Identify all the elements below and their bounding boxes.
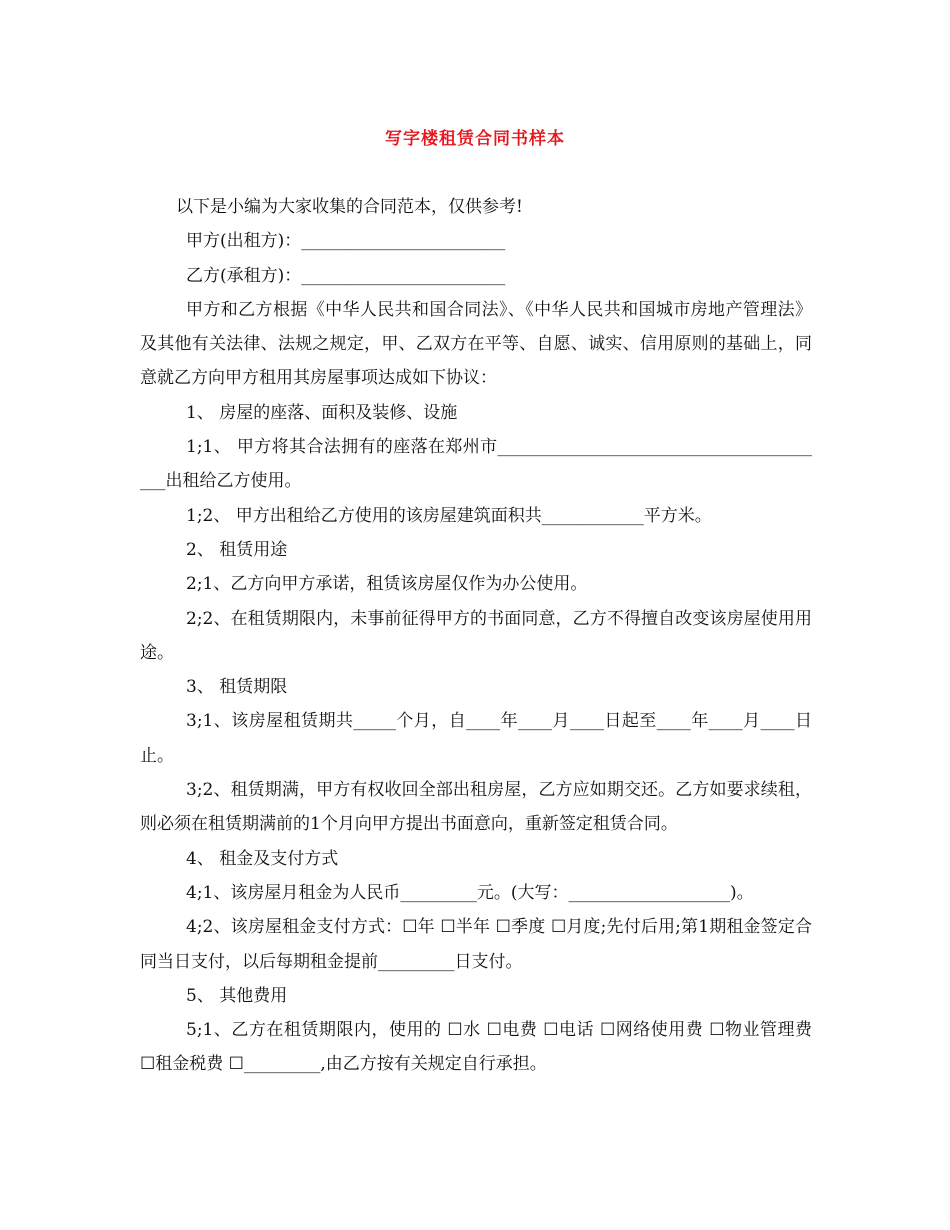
party-b-line: 乙方(承租方)：________________________ [186,265,506,286]
clause-1-1: 1;1、 甲方将其合法拥有的座落在郑州市________________________________________出租给乙方使用。 [140,437,812,492]
clause-5-1: 5;1、乙方在租赁期限内，使用的 ☐水 ☐电费 ☐电话 ☐网络使用费 ☐物业管理费 ☐租金税费 ☐_________,由乙方按有关规定自行承担。 [140,1020,812,1075]
intro-paragraph: 以下是小编为大家收集的合同范本，仅供参考! [176,197,523,217]
preamble-paragraph: 甲方和乙方根据《中华人民共和国合同法》、《中华人民共和国城市房地产管理法》及其他有关法律、法规之规定，甲、乙双方在平等、自愿、诚实、信用原则的基础上，同意就乙方向甲方租用其房屋事项达成如下协议： [140,299,812,389]
document-title: 写字楼租赁合同书样本 [385,129,565,149]
section-heading-3: 3、 租赁期限 [186,677,288,698]
clause-2-1: 2;1、乙方向甲方承诺，租赁该房屋仅作为办公使用。 [186,574,588,595]
clause-4-2: 4;2、该房屋租金支付方式：☐年 ☐半年 ☐季度 ☐月度;先付后用;第1期租金签定合同当日支付，以后每期租金提前_________日支付。 [140,917,812,972]
section-heading-4: 4、 租金及支付方式 [186,848,339,869]
clause-1-2: 1;2、 甲方出租给乙方使用的该房屋建筑面积共____________平方米。 [186,505,712,526]
clause-3-2: 3;2、租赁期满，甲方有权收回全部出租房屋，乙方应如期交还。乙方如要求续租，则必须在租赁期满前的1个月向甲方提出书面意向，重新签定租赁合同。 [140,780,812,835]
clause-3-1: 3;1、该房屋租赁期共_____个月，自____年____月____日起至____年____月____日止。 [140,711,812,766]
party-a-line: 甲方(出租方)：________________________ [186,231,506,252]
document-body [140,190,812,1082]
clause-2-2: 2;2、在租赁期限内，未事前征得甲方的书面同意，乙方不得擅自改变该房屋使用用途。 [140,608,812,663]
clause-4-1: 4;1、该房屋月租金为人民币_________元。(大写：___________________)。 [186,882,754,903]
section-heading-2: 2、 租赁用途 [186,539,288,560]
section-heading-5: 5、 其他费用 [186,985,288,1006]
section-heading-1: 1、 房屋的座落、面积及装修、设施 [186,402,458,423]
